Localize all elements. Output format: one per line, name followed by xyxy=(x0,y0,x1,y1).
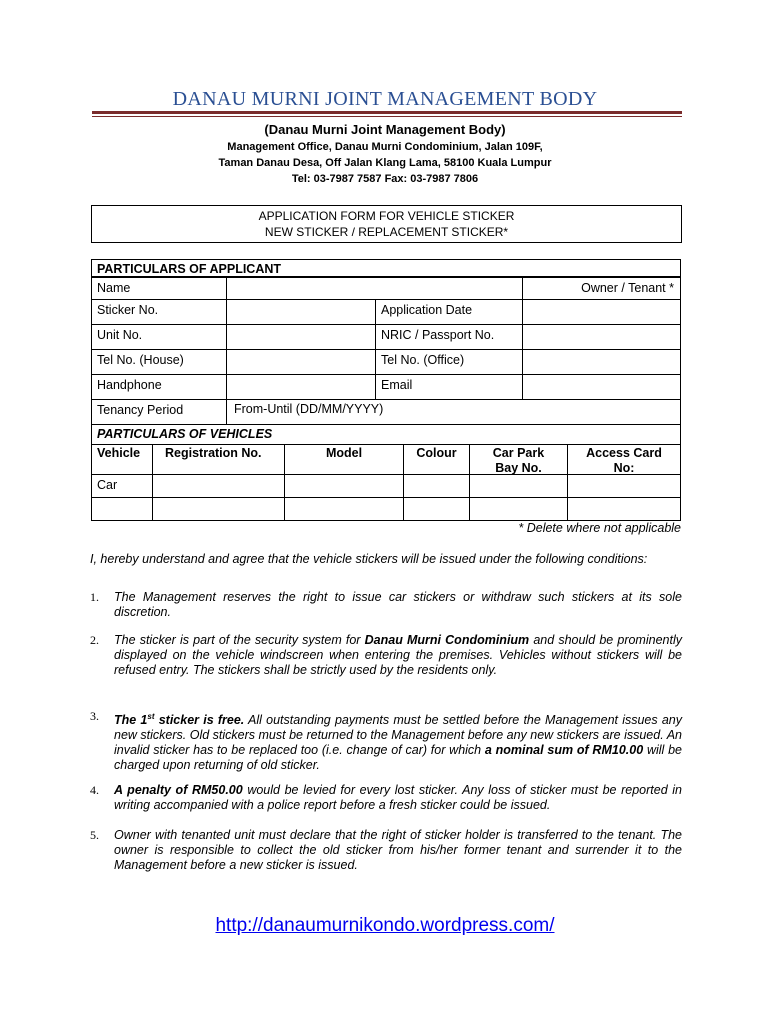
condition-1-text: The Management reserves the right to issue car stickers or withdraw such stickers at its sole discretion. xyxy=(114,590,682,619)
condition-2 xyxy=(90,633,682,678)
nric-label: NRIC / Passport No. xyxy=(375,324,523,350)
email-field[interactable] xyxy=(522,374,681,400)
vehicle-row-1-registration[interactable] xyxy=(152,474,285,498)
condition-5 xyxy=(90,828,682,873)
header-rule-thick xyxy=(92,111,682,114)
sticker-no-label: Sticker No. xyxy=(91,299,227,325)
sticker-no-field[interactable] xyxy=(226,299,376,325)
email-label: Email xyxy=(375,374,523,400)
contact-line: Tel: 03-7987 7587 Fax: 03-7987 7806 xyxy=(291,173,479,185)
vehicle-row-2-registration[interactable] xyxy=(152,497,285,521)
org-subtitle: (Danau Murni Joint Management Body) xyxy=(264,122,506,137)
vehicle-row-1-model[interactable] xyxy=(284,474,404,498)
nric-field[interactable] xyxy=(522,324,681,350)
tel-office-label: Tel No. (Office) xyxy=(375,349,523,375)
org-title: DANAU MURNI JOINT MANAGEMENT BODY xyxy=(172,88,598,110)
name-label: Name xyxy=(91,277,227,300)
form-title-box xyxy=(91,205,682,243)
vehicle-row-1-type: Car xyxy=(91,474,153,498)
header-rule-thin xyxy=(92,116,682,117)
intro-text: I, hereby understand and agree that the vehicle stickers will be issued under the following conditions: xyxy=(90,552,648,566)
form-title-line-2: NEW STICKER / REPLACEMENT STICKER* xyxy=(264,225,509,239)
tel-office-field[interactable] xyxy=(522,349,681,375)
col-colour: Colour xyxy=(403,444,470,475)
vehicle-row-1-colour[interactable] xyxy=(403,474,470,498)
vehicle-row-2-model[interactable] xyxy=(284,497,404,521)
owner-tenant-field[interactable]: Owner / Tenant * xyxy=(522,277,681,300)
condition-2-text: The sticker is part of the security system for Danau Murni Condominium and should be prominently displayed on the vehicle windscreen when entering the premises. Vehicles without stickers will be refused entry. The stickers shall be strictly used by the residents only. xyxy=(114,633,682,677)
vehicle-row-1-bay[interactable] xyxy=(469,474,568,498)
col-registration-no: Registration No. xyxy=(152,444,285,475)
name-field[interactable] xyxy=(226,277,523,300)
condition-3-text: The 1st sticker is free. All outstanding payments must be settled before the Management issues any new stickers. Old stickers must be returned to the Management before any new stickers are issued. An invalid sticker has to be replaced too (i.e. change of car) for which a nominal sum of RM10.00 will be charged upon returning of old sticker. xyxy=(114,712,682,773)
unit-no-field[interactable] xyxy=(226,324,376,350)
unit-no-label: Unit No. xyxy=(91,324,227,350)
vehicle-row-2-access-card[interactable] xyxy=(567,497,681,521)
vehicle-row-1-access-card[interactable] xyxy=(567,474,681,498)
application-date-field[interactable] xyxy=(522,299,681,325)
handphone-field[interactable] xyxy=(226,374,376,400)
condition-1 xyxy=(90,590,682,620)
address-line-2: Taman Danau Desa, Off Jalan Klang Lama, 58100 Kuala Lumpur xyxy=(218,157,552,169)
condition-3-number: 3. xyxy=(90,709,99,723)
application-date-label: Application Date xyxy=(375,299,523,325)
tenancy-period-label: Tenancy Period xyxy=(91,399,227,425)
applicant-section-title: PARTICULARS OF APPLICANT xyxy=(91,259,681,277)
col-vehicle: Vehicle xyxy=(91,444,153,475)
website-link[interactable]: http://danaumurnikondo.wordpress.com/ xyxy=(215,915,555,936)
condition-5-text: Owner with tenanted unit must declare that the right of sticker holder is transferred to the tenant. The owner is responsible to collect the old sticker from his/her former tenant and surrender it to the Management before a new sticker is issued. xyxy=(114,828,682,872)
condition-4-text: A penalty of RM50.00 would be levied for every lost sticker. Any loss of sticker must be reported in writing accompanied with a police report before a fresh sticker could be issued. xyxy=(114,783,683,812)
address-line-1: Management Office, Danau Murni Condominium, Jalan 109F, xyxy=(227,141,543,153)
col-access-card: Access Card No: xyxy=(567,444,681,475)
condition-2-number: 2. xyxy=(90,633,99,647)
vehicle-row-2-bay[interactable] xyxy=(469,497,568,521)
form-title-line-1: APPLICATION FORM FOR VEHICLE STICKER xyxy=(258,209,515,223)
col-car-park-bay: Car Park Bay No. xyxy=(469,444,568,475)
delete-note: * Delete where not applicable xyxy=(518,521,681,535)
tenancy-period-field[interactable]: From-Until (DD/MM/YYYY) xyxy=(226,399,681,425)
condition-4 xyxy=(90,783,682,813)
tel-house-label: Tel No. (House) xyxy=(91,349,227,375)
condition-3 xyxy=(90,709,682,773)
col-model: Model xyxy=(284,444,404,475)
condition-1-number: 1. xyxy=(90,590,99,604)
vehicle-row-2-colour[interactable] xyxy=(403,497,470,521)
tel-house-field[interactable] xyxy=(226,349,376,375)
condition-4-number: 4. xyxy=(90,783,99,797)
condition-5-number: 5. xyxy=(90,828,99,842)
vehicle-row-2-type xyxy=(91,497,153,521)
handphone-label: Handphone xyxy=(91,374,227,400)
vehicles-section-title: PARTICULARS OF VEHICLES xyxy=(91,424,681,445)
